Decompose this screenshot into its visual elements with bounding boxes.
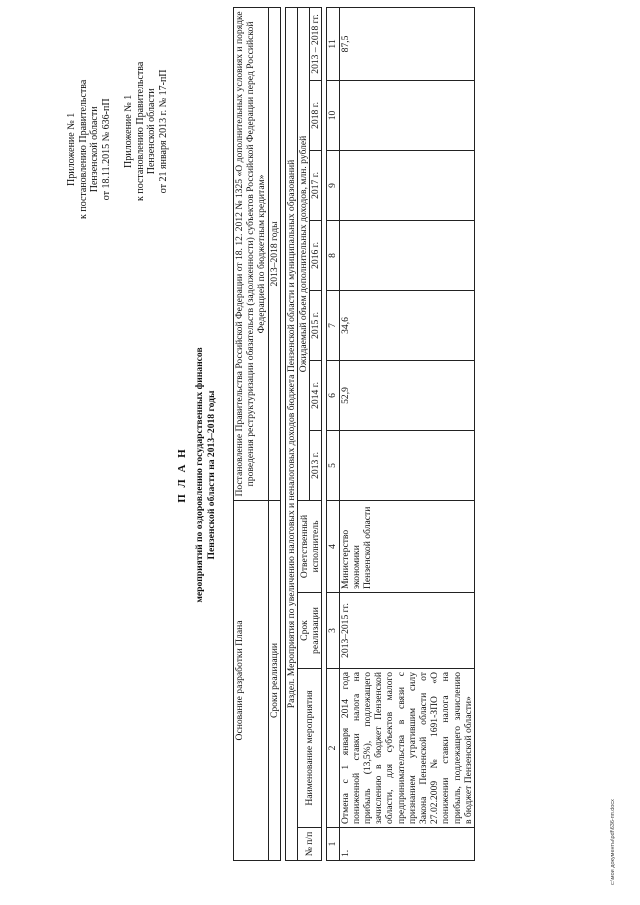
period-value: 2013–2018 годы: [268, 7, 280, 500]
header-year: 2015 г.: [310, 290, 322, 360]
header-year: 2017 г.: [310, 150, 322, 220]
row-value-total: 87,5: [339, 7, 474, 80]
basis-value: Постановление Правительства Российской Федерации от 18. 12. 2012 № 1325 «О дополнительных условиях и порядке проведения реструктуризации обязательств (задолженности) субъектов Российской Федерации перед Российской Федерацией по бюджетным кредитам»: [234, 7, 269, 500]
column-number: 1: [327, 828, 339, 861]
appendix-line: Приложение № 1: [123, 94, 134, 168]
basis-row: [234, 7, 269, 860]
plan-subtitle-line: Пензенской области на 2013–2018 годы: [205, 390, 217, 560]
column-number: 10: [327, 80, 339, 150]
row-term: 2013–2015 гг.: [339, 593, 474, 669]
column-number: 8: [327, 220, 339, 290]
appendix-line: к постановлению Правительства: [134, 61, 146, 201]
row-value: [339, 220, 474, 290]
section-row: [285, 7, 297, 860]
header-year: 2013 г.: [310, 430, 322, 500]
column-number: 6: [327, 360, 339, 430]
appendix-line: Пензенской области: [89, 106, 100, 193]
column-number: 3: [327, 593, 339, 669]
header-income-group: Ожидаемый объем дополнительных доходов, млн. рублей: [298, 7, 310, 500]
appendix-line: от 21 января 2013 г. № 17-пП: [157, 69, 169, 194]
column-number: 2: [327, 669, 339, 828]
plan-title: П Л А Н: [176, 447, 188, 503]
plan-subtitle: [194, 245, 217, 705]
header-num: № п/п: [298, 828, 322, 861]
appendix-line: от 18.11.2015 № 636-пП: [100, 98, 112, 201]
section-title: Раздел. Мероприятия по увеличению налоговых и неналоговых доходов бюджета Пензенской области и муниципальных образований: [285, 7, 297, 860]
appendix-line: Приложение № 1: [66, 112, 77, 186]
column-number: 4: [327, 500, 339, 592]
basis-label: Основание разработки Плана: [234, 500, 269, 860]
appendix-current-block: [66, 80, 112, 219]
row-value: [339, 80, 474, 150]
header-year: 2018 г.: [310, 80, 322, 150]
row-measure-name: Отмена с 1 января 2014 года пониженной ставки налога на прибыль (13,5%), подлежащего зачислению в бюджет Пензенской области, для субъектов малого предпринимательства в связи с признанием утратившим силу Закона Пензенской области от 27.02.2009 № 1691-ЗПО «О понижении ставки налога на прибыль, подлежащего зачислению в бюджет Пензенской области»: [339, 669, 474, 828]
row-value: [339, 150, 474, 220]
row-executor: Министерство экономики Пензенской области: [339, 500, 474, 592]
appendix-line: к постановлению Правительства: [77, 79, 89, 219]
header-term: Срок реализации: [298, 593, 322, 669]
appendix-line: Пензенской области: [146, 88, 157, 175]
period-row: [268, 7, 280, 860]
row-value: [339, 430, 474, 500]
appendix-original-block: [123, 62, 169, 201]
header-executor: Ответственный исполнитель: [298, 500, 322, 592]
header-name: Наименование мероприятия: [298, 669, 322, 828]
column-number: 5: [327, 430, 339, 500]
header-year: 2014 г.: [310, 360, 322, 430]
period-label: Сроки реализации: [268, 500, 280, 860]
column-number: 7: [327, 290, 339, 360]
plan-subtitle-line: мероприятий по оздоровлению государственных финансов: [194, 347, 205, 603]
header-row: [298, 7, 310, 860]
header-year-total: 2013 – 2018 гг.: [310, 7, 322, 80]
row-num: 1.: [339, 828, 474, 861]
column-number: 9: [327, 150, 339, 220]
plan-table: [233, 7, 475, 861]
row-value: 52,9: [339, 360, 474, 430]
file-path-footer: c:\мои документы\pdf\636-пп.docx: [610, 799, 616, 885]
column-number: 11: [327, 7, 339, 80]
column-number-row: [327, 7, 339, 860]
table-row: [339, 7, 474, 860]
header-year: 2016 г.: [310, 220, 322, 290]
row-value: 34,6: [339, 290, 474, 360]
